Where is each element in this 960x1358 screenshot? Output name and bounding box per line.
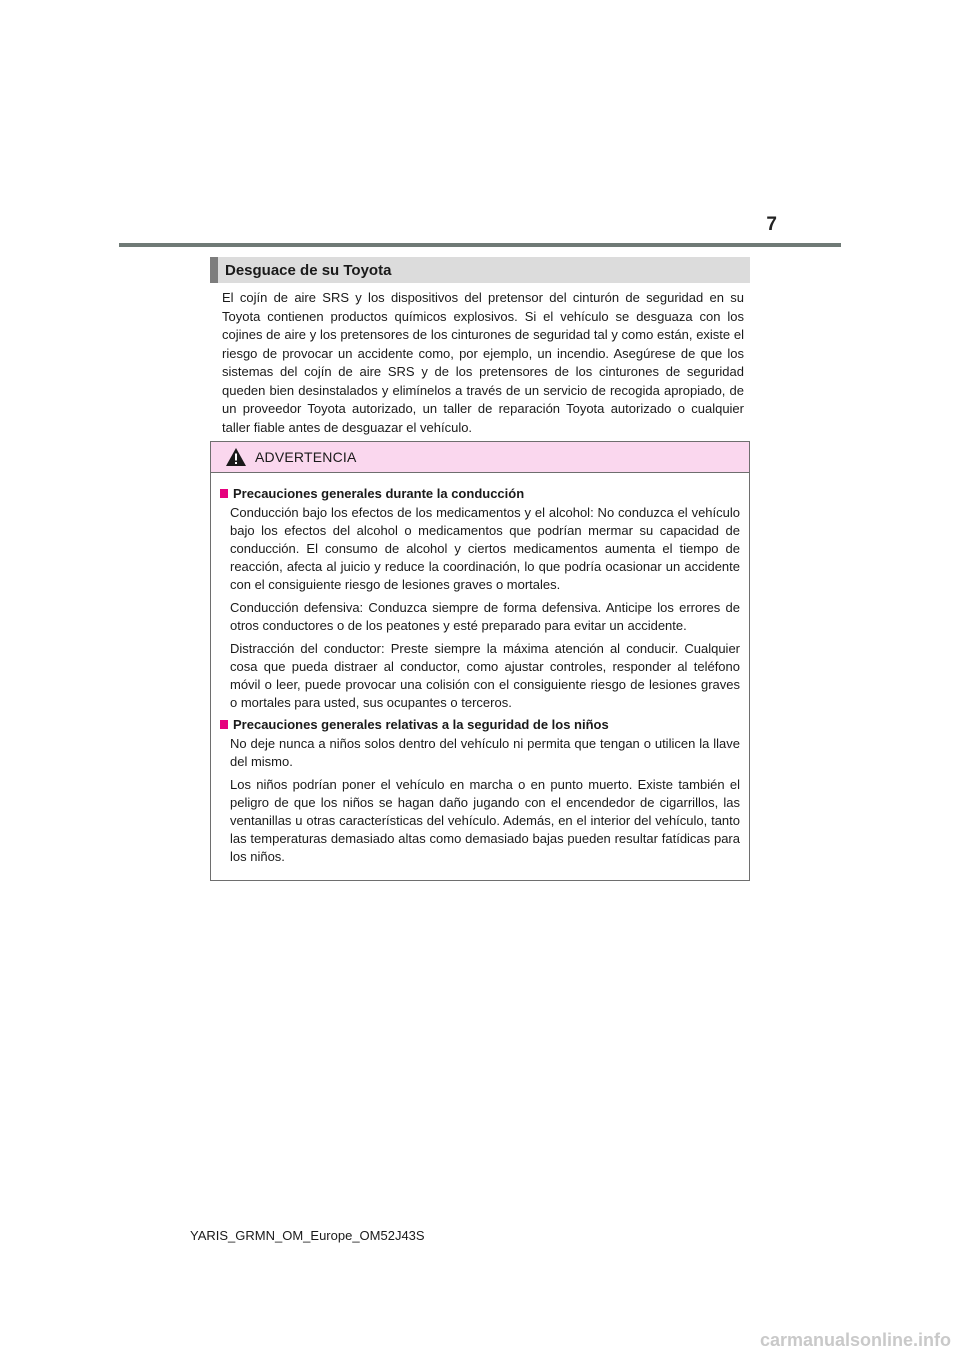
section-body: El cojín de aire SRS y los dispositivos del pretensor del cinturón de seguridad en su Toyota contienen productos químicos explosivos. Si el vehículo se desguaza con los cojines de aire y los pretensores de los cinturones de seguridad tal y como están, existe el riesgo de provocar un accidente como, por ejemplo, un incendio. Asegúrese de que los sistemas del cojín de aire SRS y de los pretensores de los cinturones de seguridad queden bien desinstalados y elimínelos a través de un servicio de recogida apropiado, de un proveedor Toyota autorizado, un taller de reparación Toyota autorizado o cualquier taller fiable antes de desguazar el vehículo.: [222, 290, 744, 435]
warning-item: [220, 486, 740, 712]
watermark-text: carmanualsonline.info: [759, 1330, 951, 1350]
warning-label: ADVERTENCIA: [255, 449, 357, 465]
section-title: Desguace de su Toyota: [225, 261, 392, 279]
warning-body: [211, 473, 749, 866]
warning-item-heading-text: Precauciones generales relativas a la seguridad de los niños: [233, 717, 609, 732]
section-header: [210, 257, 750, 283]
warning-paragraph: Los niños podrían poner el vehículo en marcha o en punto muerto. Existe también el peligro de que los niños se hagan daño jugando con el encendedor de cigarrillos, las ventanillas u otras características del vehículo. Además, en el interior del vehículo, tanto las temperaturas demasiado altas como demasiado bajas pueden resultar fatídicas para los niños.: [230, 777, 740, 864]
document-footer-code: YARIS_GRMN_OM_Europe_OM52J43S: [190, 1228, 425, 1243]
bullet-square-icon: [220, 720, 228, 729]
warning-box: [210, 441, 750, 881]
header-rule: [119, 243, 841, 247]
warning-paragraph: Conducción defensiva: Conduzca siempre de forma defensiva. Anticipe los errores de otros conductores o de los peatones y esté preparado para evitar un accidente.: [230, 600, 740, 633]
warning-paragraph: No deje nunca a niños solos dentro del vehículo ni permita que tengan o utilicen la llave del mismo.: [230, 736, 740, 769]
section-header-bar: [210, 257, 218, 283]
warning-header: [211, 442, 749, 473]
warning-paragraph: Distracción del conductor: Preste siempre la máxima atención al conducir. Cualquier cosa que pueda distraer al conductor, como ajustar controles, responder al teléfono móvil o leer, puede provocar una colisión con el consiguiente riesgo de lesiones graves o mortales para usted, sus ocupantes o terceros.: [230, 641, 740, 710]
warning-item-heading-text: Precauciones generales durante la conducción: [233, 486, 525, 501]
page-number: 7: [766, 214, 777, 235]
warning-item: [220, 717, 740, 866]
warning-item-heading: [220, 486, 740, 501]
warning-item-heading: [220, 717, 740, 732]
warning-triangle-icon: [225, 447, 247, 467]
bullet-square-icon: [220, 489, 228, 498]
warning-paragraph: Conducción bajo los efectos de los medicamentos y el alcohol: No conduzca el vehículo bajo los efectos del alcohol o medicamentos que podrían mermar su capacidad de conducción. El consumo de alcohol y ciertos medicamentos aumenta el tiempo de reacción, afecta al juicio y reduce la coordinación, lo que podría ocasionar un accidente con el consiguiente riesgo de lesiones graves o mortales.: [230, 505, 740, 592]
